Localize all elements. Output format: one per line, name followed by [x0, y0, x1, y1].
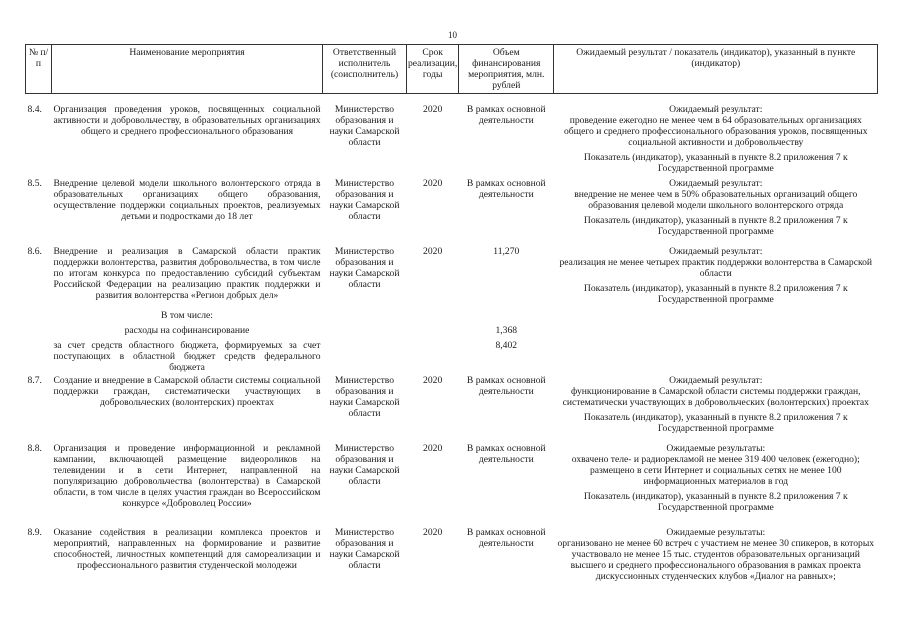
row-term: 2020 — [423, 442, 443, 454]
result-heading: Ожидаемый результат: — [669, 245, 763, 257]
table-row — [26, 375, 878, 443]
row-financing: В рамках основной деятельности — [466, 442, 546, 465]
row-name: Организация проведения уроков, посвященных социальной активности и добровольчеству, в образовательных организациях общего и среднего профессионального образования — [53, 104, 321, 137]
header-name: Наименование мероприятия — [52, 45, 323, 94]
row-result — [554, 527, 878, 582]
row-num: 8.9. — [27, 526, 42, 538]
result-indicator: Показатель (индикатор), указанный в пункте 8.2 приложения 7 к Государственной программе — [583, 282, 848, 305]
row-term: 2020 — [423, 177, 443, 189]
page-number: 10 — [448, 30, 457, 40]
result-heading: Ожидаемый результат: — [669, 374, 763, 386]
row-result — [554, 443, 878, 527]
row-responsible: Министерство образования и науки Самарской области — [329, 104, 400, 148]
row-financing: В рамках основной деятельности — [466, 374, 546, 397]
result-indicator: Показатель (индикатор), указанный в пункте 8.2 приложения 7 к Государственной программе — [583, 214, 848, 237]
row-num: 8.7. — [27, 374, 42, 386]
row-term: 2020 — [423, 374, 443, 386]
result-text: функционирование в Самарской области системы поддержки граждан, систематически участвующих в добровольческих (волонтерских) проектах — [562, 385, 869, 408]
row-financing: В рамках основной деятельности — [466, 104, 546, 126]
row-num: 8.5. — [27, 177, 42, 189]
result-heading: Ожидаемый результат: — [669, 104, 763, 115]
row-responsible: Министерство образования и науки Самарской области — [329, 177, 400, 222]
result-heading: Ожидаемые результаты: — [666, 526, 766, 538]
row-name: Внедрение и реализация в Самарской области практик поддержки волонтерства, развития добровольчества, в том числе по итогам конкурса по предоставлению субсидий субъектам Российской Федерации на реализацию практик поддержки и развития волонтерства «Регион добрых дел» — [53, 245, 321, 301]
row-result — [554, 246, 878, 308]
result-text: проведение ежегодно не менее чем в 64 образовательных организациях общего и среднего профессионального образования уроков, посвященных социальной активности и добровольчеству — [564, 115, 868, 148]
table-header-row — [26, 45, 878, 94]
row-num: 8.6. — [27, 245, 42, 257]
regional-budget-label: за счет средств областного бюджета, формируемых за счет поступающих в областной бюджет средств федерального бюджета — [53, 339, 321, 373]
table-subrow — [26, 323, 878, 338]
row-financing: 11,270 — [493, 245, 520, 257]
row-num: 8.8. — [27, 442, 42, 454]
row-responsible: Министерство образования и науки Самарской области — [329, 526, 400, 571]
result-text: охвачено теле- и радиорекламой не менее 319 400 человек (ежегодно); размещено в сети Интернет и социальных сетях не менее 100 информационных материалов в год — [571, 453, 860, 487]
result-indicator: Показатель (индикатор), указанный в пункте 8.2 приложения 7 к Государственной программе — [583, 490, 848, 513]
header-financing: Объем финансирования мероприятия, млн. рублей — [459, 45, 554, 94]
result-text: внедрение не менее чем в 50% образовательных организаций общего образования целевой модели школьного волонтерского отряда — [574, 188, 858, 211]
result-heading: Ожидаемые результаты: — [666, 442, 766, 454]
table-subrow — [26, 308, 878, 323]
result-heading: Ожидаемый результат: — [669, 177, 763, 189]
header-term: Срок реализации, годы — [407, 45, 459, 94]
measures-table — [25, 44, 878, 582]
including-label: В том числе: — [161, 309, 213, 321]
header-responsible: Ответственный исполнитель (соисполнитель) — [323, 45, 407, 94]
row-name: Организация и проведение информационной и рекламной кампании, включающей размещение видеороликов на телевидении и в сети Интернет, направленной на популяризацию добровольчества (волонтерства) в Самарской области, в том числе в целях участия граждан во Всероссийском конкурсе «Доброволец России» — [53, 442, 321, 509]
row-name: Оказание содействия в реализации комплекса проектов и мероприятий, направленных на формирование и развитие способностей, личностных компетенций для самореализации и профессионального развития студенческой молодежи — [53, 526, 321, 571]
table-row — [26, 527, 878, 582]
row-financing: В рамках основной деятельности — [466, 526, 546, 549]
row-responsible: Министерство образования и науки Самарской области — [329, 245, 400, 290]
row-term: 2020 — [423, 104, 443, 115]
row-result — [554, 375, 878, 443]
row-result — [554, 94, 878, 178]
row-num: 8.4. — [27, 104, 42, 115]
cofinancing-label: расходы на софинансирование — [124, 324, 250, 336]
row-result — [554, 178, 878, 246]
table-row — [26, 246, 878, 308]
result-text: реализация не менее четырех практик поддержки волонтерства в Самарской области — [559, 256, 873, 279]
table-subrow — [26, 338, 878, 375]
header-num: № п/п — [26, 45, 52, 94]
row-term: 2020 — [423, 245, 443, 257]
result-indicator: Показатель (индикатор), указанный в пункте 8.2 приложения 7 к Государственной программе — [583, 152, 848, 174]
result-text: организовано не менее 60 встреч с участием не менее 30 спикеров, в которых участвовало не менее 15 тыс. студентов образовательных организаций высшего и среднего профессионального образования в рамках проекта дискуссионных студенческих клубов «Диалог на равных»; — [557, 537, 875, 582]
table-row — [26, 94, 878, 178]
row-financing: В рамках основной деятельности — [466, 177, 546, 200]
cofinancing-value: 1,368 — [495, 324, 518, 336]
regional-budget-value: 8,402 — [495, 339, 518, 351]
result-indicator: Показатель (индикатор), указанный в пункте 8.2 приложения 7 к Государственной программе — [583, 411, 848, 434]
table-row — [26, 443, 878, 527]
row-term: 2020 — [423, 526, 443, 538]
row-responsible: Министерство образования и науки Самарской области — [329, 442, 400, 487]
row-name: Создание и внедрение в Самарской области системы социальной поддержки граждан, систематически участвующих в добровольческих (волонтерских) проектах — [53, 374, 321, 408]
row-responsible: Министерство образования и науки Самарской области — [329, 374, 400, 419]
row-name: Внедрение целевой модели школьного волонтерского отряда в образовательных организациях общего образования, осуществление поддержки социальных проектов, реализуемых детьми и подростками до 18 лет — [53, 177, 321, 222]
header-result: Ожидаемый результат / показатель (индикатор), указанный в пункте (индикатор) — [554, 45, 878, 94]
table-row — [26, 178, 878, 246]
